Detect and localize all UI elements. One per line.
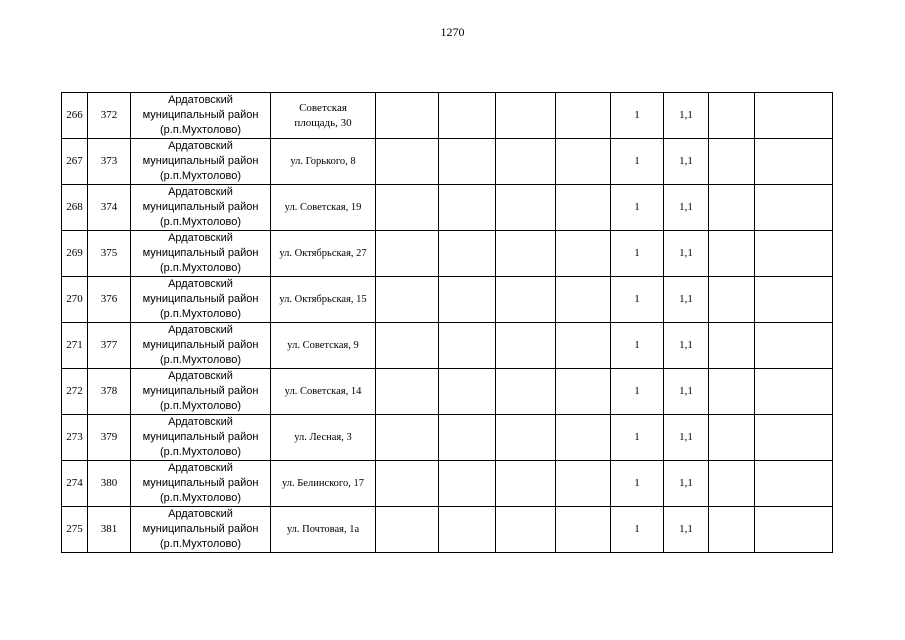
table-row — [62, 231, 833, 277]
empty-cell — [439, 185, 496, 231]
row-number-cell: 270 — [62, 277, 88, 323]
empty-cell — [496, 323, 556, 369]
empty-cell — [376, 231, 439, 277]
empty-cell — [439, 461, 496, 507]
district-line: Ардатовский — [168, 186, 233, 198]
district-cell — [131, 185, 271, 231]
row-number-cell: 268 — [62, 185, 88, 231]
empty-cell — [496, 139, 556, 185]
district-line: (р.п.Мухтолово) — [160, 492, 241, 504]
row-number-cell: 266 — [62, 93, 88, 139]
empty-cell — [556, 277, 611, 323]
district-line: (р.п.Мухтолово) — [160, 400, 241, 412]
empty-cell — [439, 277, 496, 323]
empty-cell — [556, 507, 611, 553]
row-number-cell: 267 — [62, 139, 88, 185]
district-line: (р.п.Мухтолово) — [160, 538, 241, 550]
district-cell — [131, 139, 271, 185]
value-cell: 1,1 — [664, 461, 709, 507]
empty-cell — [709, 185, 755, 231]
empty-cell — [496, 507, 556, 553]
address-cell — [271, 277, 376, 323]
value-cell: 1,1 — [664, 277, 709, 323]
empty-cell — [556, 231, 611, 277]
table-row — [62, 507, 833, 553]
district-line: (р.п.Мухтолово) — [160, 216, 241, 228]
count-cell: 1 — [611, 507, 664, 553]
address-line: ул. Белинского, 17 — [282, 478, 364, 489]
district-line: (р.п.Мухтолово) — [160, 308, 241, 320]
empty-cell — [556, 93, 611, 139]
empty-cell — [709, 415, 755, 461]
district-line: Ардатовский — [168, 324, 233, 336]
address-cell — [271, 185, 376, 231]
empty-cell — [755, 231, 833, 277]
empty-cell — [755, 323, 833, 369]
table-row — [62, 277, 833, 323]
address-cell — [271, 461, 376, 507]
district-cell — [131, 323, 271, 369]
empty-cell — [709, 93, 755, 139]
address-cell — [271, 323, 376, 369]
empty-cell — [496, 185, 556, 231]
empty-cell — [755, 415, 833, 461]
address-cell — [271, 93, 376, 139]
empty-cell — [709, 461, 755, 507]
empty-cell — [439, 231, 496, 277]
address-line: площадь, 30 — [294, 116, 352, 129]
empty-cell — [755, 461, 833, 507]
empty-cell — [376, 139, 439, 185]
empty-cell — [439, 369, 496, 415]
district-line: Ардатовский — [168, 278, 233, 290]
empty-cell — [755, 139, 833, 185]
empty-cell — [439, 323, 496, 369]
value-cell: 1,1 — [664, 139, 709, 185]
table-row — [62, 139, 833, 185]
district-cell — [131, 93, 271, 139]
value-cell: 1,1 — [664, 231, 709, 277]
district-line: муниципальный район — [142, 247, 259, 259]
object-id-cell: 379 — [88, 415, 131, 461]
address-cell — [271, 369, 376, 415]
table-row — [62, 369, 833, 415]
empty-cell — [376, 369, 439, 415]
empty-cell — [755, 93, 833, 139]
row-number-cell: 272 — [62, 369, 88, 415]
count-cell: 1 — [611, 93, 664, 139]
empty-cell — [376, 415, 439, 461]
empty-cell — [755, 185, 833, 231]
empty-cell — [755, 277, 833, 323]
district-line: Ардатовский — [168, 140, 233, 152]
district-line: муниципальный район — [142, 109, 259, 121]
empty-cell — [496, 231, 556, 277]
count-cell: 1 — [611, 461, 664, 507]
address-line: Советская — [299, 101, 347, 114]
address-line: ул. Советская, 9 — [287, 340, 359, 351]
empty-cell — [439, 507, 496, 553]
address-line: ул. Горького, 8 — [290, 156, 356, 167]
count-cell: 1 — [611, 415, 664, 461]
district-line: Ардатовский — [168, 370, 233, 382]
empty-cell — [376, 185, 439, 231]
empty-cell — [709, 231, 755, 277]
address-cell — [271, 231, 376, 277]
table-row — [62, 185, 833, 231]
address-line: ул. Советская, 19 — [284, 202, 362, 213]
count-cell: 1 — [611, 277, 664, 323]
district-line: муниципальный район — [142, 385, 259, 397]
address-line: ул. Октябрьская, 27 — [279, 248, 367, 259]
district-line: Ардатовский — [168, 462, 233, 474]
district-line: муниципальный район — [142, 431, 259, 443]
empty-cell — [496, 461, 556, 507]
table-row — [62, 415, 833, 461]
count-cell: 1 — [611, 185, 664, 231]
address-cell — [271, 139, 376, 185]
district-line: (р.п.Мухтолово) — [160, 262, 241, 274]
table-row — [62, 461, 833, 507]
address-line: ул. Октябрьская, 15 — [279, 294, 367, 305]
count-cell: 1 — [611, 231, 664, 277]
district-line: Ардатовский — [168, 416, 233, 428]
empty-cell — [709, 277, 755, 323]
empty-cell — [376, 93, 439, 139]
data-table — [61, 92, 833, 553]
object-id-cell: 374 — [88, 185, 131, 231]
address-line: ул. Советская, 14 — [284, 386, 362, 397]
district-line: муниципальный район — [142, 155, 259, 167]
district-cell — [131, 461, 271, 507]
district-line: (р.п.Мухтолово) — [160, 354, 241, 366]
count-cell: 1 — [611, 139, 664, 185]
row-number-cell: 275 — [62, 507, 88, 553]
district-line: муниципальный район — [142, 339, 259, 351]
empty-cell — [376, 277, 439, 323]
empty-cell — [496, 277, 556, 323]
object-id-cell: 381 — [88, 507, 131, 553]
empty-cell — [496, 369, 556, 415]
district-line: Ардатовский — [168, 94, 233, 106]
empty-cell — [556, 323, 611, 369]
row-number-cell: 269 — [62, 231, 88, 277]
row-number-cell: 271 — [62, 323, 88, 369]
district-cell — [131, 231, 271, 277]
object-id-cell: 373 — [88, 139, 131, 185]
object-id-cell: 377 — [88, 323, 131, 369]
object-id-cell: 376 — [88, 277, 131, 323]
row-number-cell: 274 — [62, 461, 88, 507]
table-row — [62, 323, 833, 369]
count-cell: 1 — [611, 323, 664, 369]
empty-cell — [376, 461, 439, 507]
count-cell: 1 — [611, 369, 664, 415]
district-line: (р.п.Мухтолово) — [160, 446, 241, 458]
empty-cell — [709, 507, 755, 553]
value-cell: 1,1 — [664, 369, 709, 415]
empty-cell — [556, 461, 611, 507]
value-cell: 1,1 — [664, 323, 709, 369]
empty-cell — [556, 139, 611, 185]
value-cell: 1,1 — [664, 93, 709, 139]
empty-cell — [556, 185, 611, 231]
object-id-cell: 378 — [88, 369, 131, 415]
district-line: муниципальный район — [142, 201, 259, 213]
empty-cell — [439, 415, 496, 461]
value-cell: 1,1 — [664, 507, 709, 553]
table-row — [62, 93, 833, 139]
empty-cell — [556, 415, 611, 461]
district-line: (р.п.Мухтолово) — [160, 170, 241, 182]
empty-cell — [709, 323, 755, 369]
object-id-cell: 380 — [88, 461, 131, 507]
empty-cell — [556, 369, 611, 415]
empty-cell — [439, 139, 496, 185]
district-line: муниципальный район — [142, 293, 259, 305]
district-line: Ардатовский — [168, 232, 233, 244]
value-cell: 1,1 — [664, 185, 709, 231]
address-cell — [271, 507, 376, 553]
value-cell: 1,1 — [664, 415, 709, 461]
district-cell — [131, 415, 271, 461]
object-id-cell: 375 — [88, 231, 131, 277]
row-number-cell: 273 — [62, 415, 88, 461]
empty-cell — [755, 507, 833, 553]
address-cell — [271, 415, 376, 461]
empty-cell — [496, 415, 556, 461]
page-number: 1270 — [440, 25, 465, 39]
district-cell — [131, 369, 271, 415]
empty-cell — [496, 93, 556, 139]
empty-cell — [376, 507, 439, 553]
empty-cell — [439, 93, 496, 139]
empty-cell — [755, 369, 833, 415]
district-cell — [131, 277, 271, 323]
empty-cell — [709, 139, 755, 185]
district-line: муниципальный район — [142, 477, 259, 489]
district-cell — [131, 507, 271, 553]
district-line: Ардатовский — [168, 508, 233, 520]
district-line: (р.п.Мухтолово) — [160, 124, 241, 136]
empty-cell — [376, 323, 439, 369]
district-line: муниципальный район — [142, 523, 259, 535]
object-id-cell: 372 — [88, 93, 131, 139]
address-line: ул. Лесная, 3 — [294, 432, 352, 443]
address-line: ул. Почтовая, 1а — [286, 524, 360, 535]
empty-cell — [709, 369, 755, 415]
